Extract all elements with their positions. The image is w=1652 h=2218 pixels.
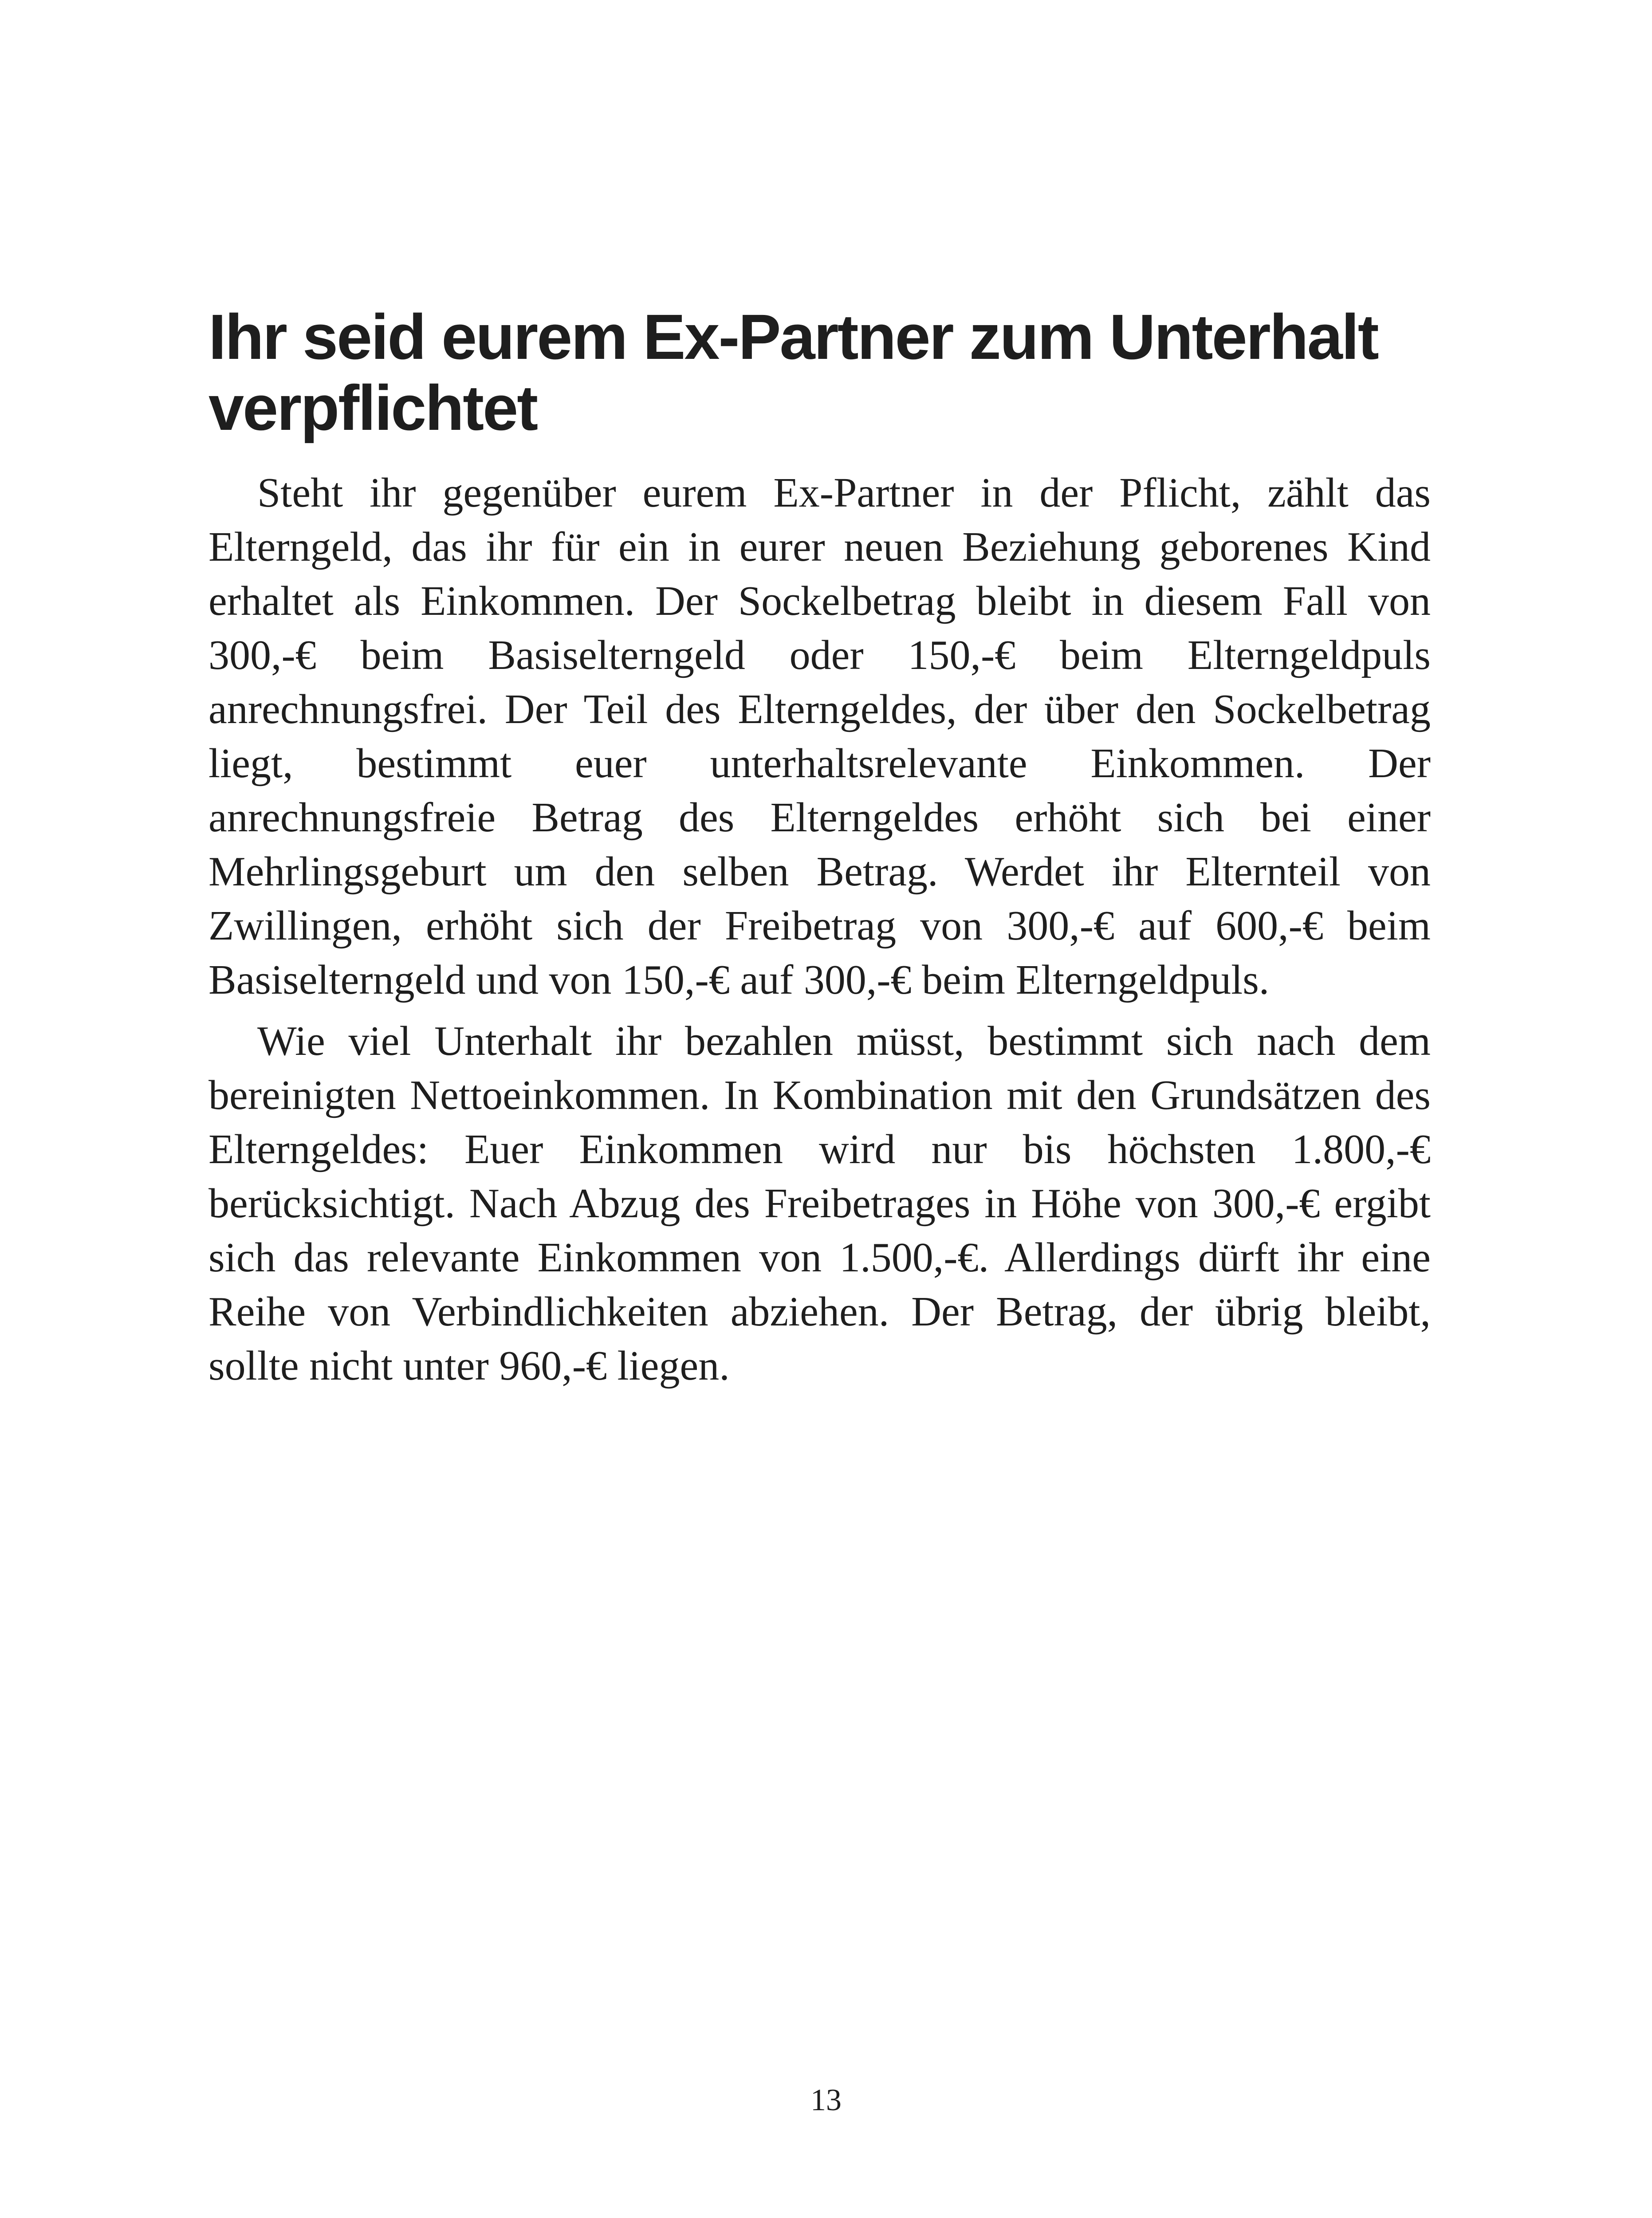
section-heading: Ihr seid eurem Ex-Partner zum Unterhalt verpflichtet [208,301,1378,444]
page-number: 13 [810,2083,842,2117]
body-paragraph-1: Steht ihr gegenüber eurem Ex-Partner in der Pflicht, zählt das Elterngeld, das ihr für ein in eurer neuen Beziehung geborenes Kind erhaltet als Einkommen. Der Sockelbetrag bleibt in diesem Fall von 300,-€ beim Basiselterngeld oder 150,-€ beim Elterngeldpuls anrechnungsfrei. Der Teil des Elterngeldes, der über den Sockelbetrag liegt, bestimmt euer unterhaltsrelevante Einkommen. Der anrechnungsfreie Betrag des Elterngeldes erhöht sich bei einer Mehrlingsgeburt um den selben Betrag. Werdet ihr Elternteil von Zwillingen, erhöht sich der Freibetrag von 300,-€ auf 600,-€ beim Basiselterngeld und von 150,-€ auf 300,-€ beim Elterngeldpuls. [208,470,1431,1003]
body-paragraph-2: Wie viel Unterhalt ihr bezahlen müsst, bestimmt sich nach dem bereinigten Nettoeinkommen. In Kombination mit den Grundsätzen des Elterngeldes: Euer Einkommen wird nur bis höchsten 1.800,-€ berücksichtigt. Nach Abzug des Freibetrages in Höhe von 300,-€ ergibt sich das relevante Einkommen von 1.500,-€. Allerdings dürft ihr eine Reihe von Verbindlichkeiten abziehen. Der Betrag, der übrig bleibt, sollte nicht unter 960,-€ liegen. [208,1018,1431,1389]
page-content [208,302,1431,1393]
